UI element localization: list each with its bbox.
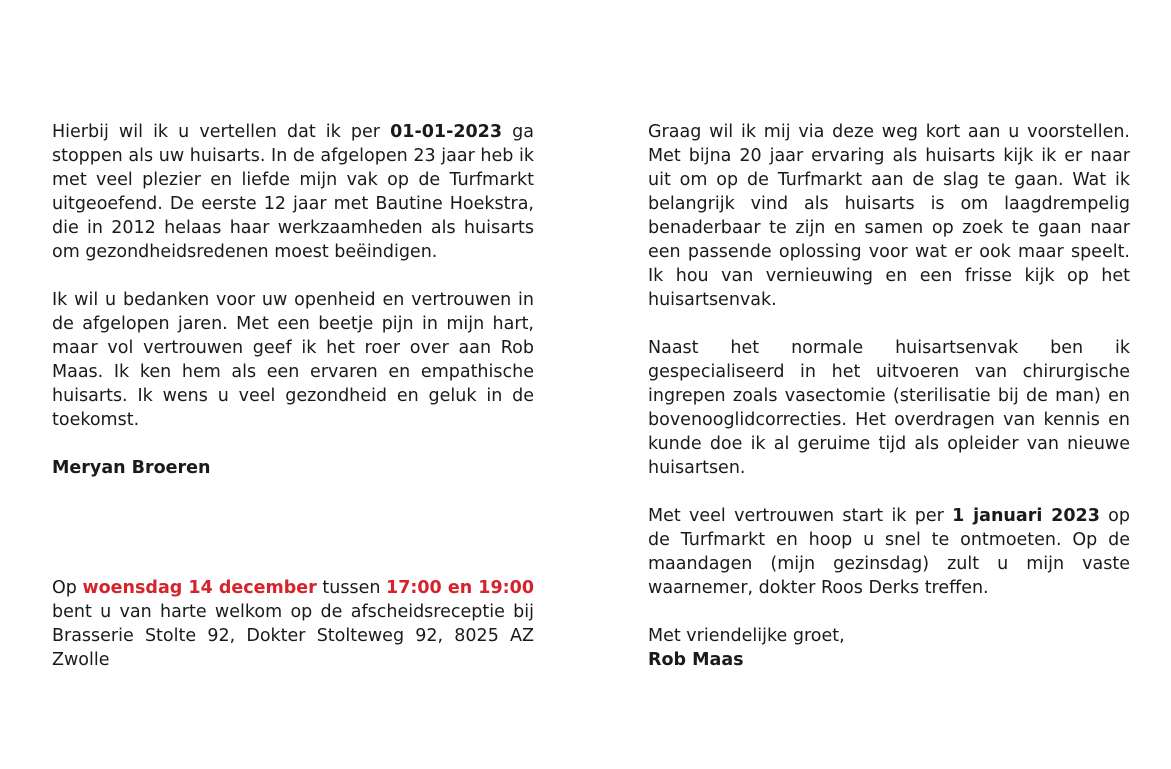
- closing-greeting: Met vriendelijke groet,: [648, 626, 845, 646]
- thanks-paragraph: Ik wil u bedanken voor uw openheid en vertrouwen in de afgelopen jaren. Met een beetje pijn in mijn hart, maar vol vertrouwen geef ik het roer over aan Rob Maas. Ik ken hem als een ervaren en empathische huisarts. Ik wens u veel gezondheid en geluk in de toekomst.: [52, 290, 534, 430]
- invite-text-end: bent u van harte welkom op de afscheidsreceptie bij Brasserie Stolte 92, Dokter Stolteweg 92, 8025 AZ Zwolle: [52, 602, 534, 670]
- left-column: [52, 120, 534, 480]
- reception-invitation: [52, 576, 534, 672]
- start-date: 1 januari 2023: [952, 506, 1100, 526]
- signature-meryan: Meryan Broeren: [52, 458, 211, 478]
- reception-time: 17:00 en 19:00: [386, 578, 534, 598]
- start-text-start: Met veel vertrouwen start ik per: [648, 506, 953, 526]
- farewell-text-end: ga stoppen als uw huisarts. In de afgelopen 23 jaar heb ik met veel plezier en liefde mijn vak op de Turfmarkt uitgeoefend. De eerste 12 jaar met Bautine Hoekstra, die in 2012 helaas haar werkzaamheden als huisarts om gezondheidsredenen moest beëindigen.: [52, 122, 534, 262]
- signature-rob: Rob Maas: [648, 650, 744, 670]
- reception-day: woensdag 14 december: [82, 578, 317, 598]
- farewell-paragraph: [52, 120, 534, 264]
- specialization-paragraph: Naast het normale huisartsenvak ben ik gespecialiseerd in het uitvoeren van chirurgische ingrepen zoals vasectomie (sterilisatie bij de man) en bovenooglidcorrecties. Het overdragen van kennis en kunde doe ik al geruime tijd als opleider van nieuwe huisartsen.: [648, 338, 1130, 478]
- start-text-end: op de Turfmarkt en hoop u snel te ontmoeten. Op de maandagen (mijn gezinsdag) zult u mijn vaste waarnemer, dokter Roos Derks treffen.: [648, 506, 1131, 598]
- invite-text-start: Op: [52, 578, 83, 598]
- introduction-paragraph: Graag wil ik mij via deze weg kort aan u voorstellen. Met bijna 20 jaar ervaring als huisarts kijk ik er naar uit om op de Turfmarkt aan de slag te gaan. Wat ik belangrijk vind als huisarts is om laagdrempelig benaderbaar te zijn en samen op zoek te gaan naar een passende oplossing voor wat er ook maar speelt. Ik hou van vernieuwing en een frisse kijk op het huisartsenvak.: [648, 122, 1130, 310]
- start-paragraph: [648, 504, 1130, 600]
- right-column: [648, 120, 1130, 672]
- farewell-text-start: Hierbij wil ik u vertellen dat ik per: [52, 122, 391, 142]
- stop-date: 01-01-2023: [390, 122, 503, 142]
- invite-text-mid: tussen: [316, 578, 387, 598]
